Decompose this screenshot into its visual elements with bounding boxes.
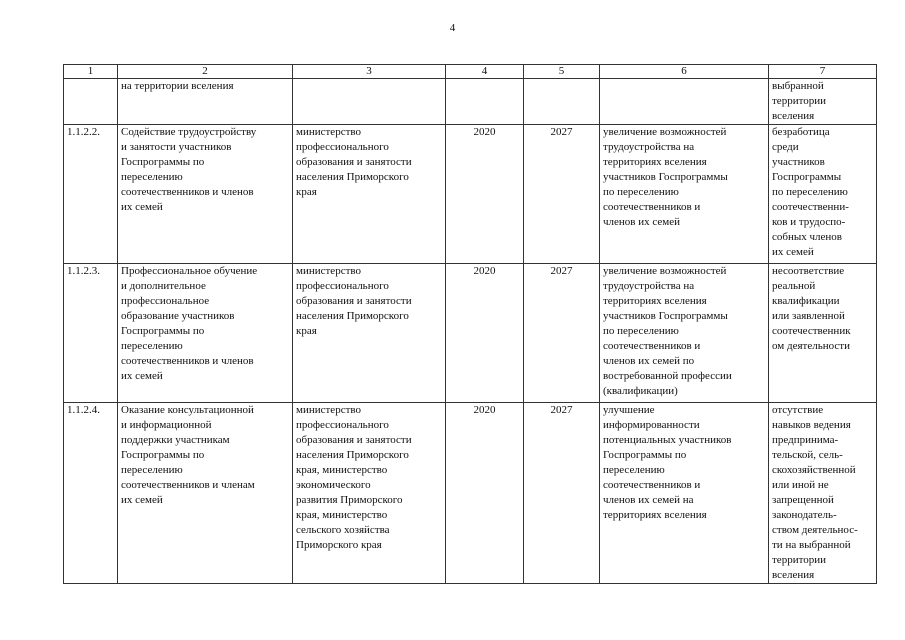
cell-result: увеличение возможностей трудоустройства на территориях вселения участников Госпрограммы по переселению соотечественников и членов их семей: [600, 125, 769, 264]
column-header-4: 4: [446, 65, 524, 79]
table-row: [64, 125, 877, 264]
cell-start-year: [446, 79, 524, 125]
cell-start-year: 2020: [446, 264, 524, 403]
cell-end-year: 2027: [524, 264, 600, 403]
cell-result: улучшение информированности потенциальных участников Госпрограммы по переселению соотечественников и членов их семей на территориях вселения: [600, 403, 769, 584]
cell-executor: министерство профессионального образования и занятости населения Приморского края: [293, 264, 446, 403]
column-header-6: 6: [600, 65, 769, 79]
table-row: [64, 403, 877, 584]
cell-risk: безработица среди участников Госпрограммы по переселению соотечественни- ков и трудоспо- собных членов их семей: [769, 125, 877, 264]
table-row: [64, 264, 877, 403]
cell-name: Оказание консультационной и информационной поддержки участникам Госпрограммы по переселению соотечественников и членам их семей: [118, 403, 293, 584]
cell-name: Профессиональное обучение и дополнительное профессиональное образование участников Госпрограммы по переселению соотечественников и членов их семей: [118, 264, 293, 403]
plan-table: [63, 64, 877, 584]
cell-executor: [293, 79, 446, 125]
cell-end-year: [524, 79, 600, 125]
page-number: 4: [449, 22, 456, 34]
cell-risk: несоответствие реальной квалификации или заявленной соотечественник ом деятельности: [769, 264, 877, 403]
cell-end-year: 2027: [524, 403, 600, 584]
column-header-7: 7: [769, 65, 877, 79]
cell-executor: министерство профессионального образования и занятости населения Приморского края, министерство экономического развития Приморского края, министерство сельского хозяйства Приморского края: [293, 403, 446, 584]
cell-risk: отсутствие навыков ведения предпринима- тельской, сель- скохозяйственной или иной не запрещенной законодатель- ством деятельнос- ти на выбранной территории вселения: [769, 403, 877, 584]
cell-code: 1.1.2.2.: [64, 125, 118, 264]
cell-result: [600, 79, 769, 125]
cell-start-year: 2020: [446, 403, 524, 584]
cell-executor: министерство профессионального образования и занятости населения Приморского края: [293, 125, 446, 264]
cell-risk: выбранной территории вселения: [769, 79, 877, 125]
cell-start-year: 2020: [446, 125, 524, 264]
cell-code: [64, 79, 118, 125]
cell-code: 1.1.2.4.: [64, 403, 118, 584]
column-header-5: 5: [524, 65, 600, 79]
column-number-row: [64, 65, 877, 79]
cell-name: Содействие трудоустройству и занятости участников Госпрограммы по переселению соотечественников и членов их семей: [118, 125, 293, 264]
cell-end-year: 2027: [524, 125, 600, 264]
column-header-3: 3: [293, 65, 446, 79]
column-header-1: 1: [64, 65, 118, 79]
cell-name: на территории вселения: [118, 79, 293, 125]
cell-code: 1.1.2.3.: [64, 264, 118, 403]
column-header-2: 2: [118, 65, 293, 79]
cell-result: увеличение возможностей трудоустройства на территориях вселения участников Госпрограммы по переселению соотечественников и членов их семей по востребованной профессии (квалификации): [600, 264, 769, 403]
table-row-continuation: [64, 79, 877, 125]
